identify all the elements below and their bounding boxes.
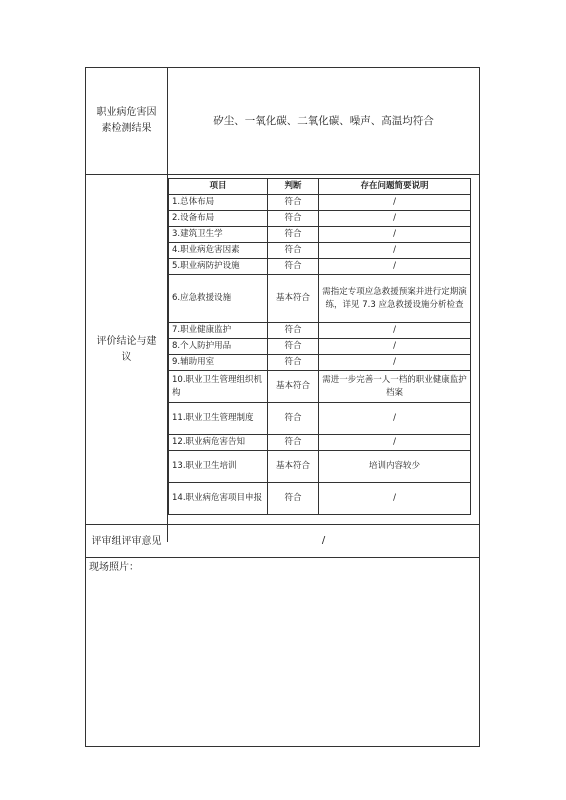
row-desc: / bbox=[319, 195, 471, 211]
review-label: 评审组评审意见 bbox=[91, 535, 162, 547]
row-judge: 符合 bbox=[268, 243, 319, 259]
row-judge: 基本符合 bbox=[268, 451, 319, 483]
table-row bbox=[169, 227, 471, 243]
assessment-form bbox=[85, 67, 480, 747]
table-row bbox=[169, 355, 471, 371]
row-desc: 需指定专项应急救援预案并进行定期演练，详见 7.3 应急救援设施分析检查 bbox=[319, 275, 471, 323]
row-divider-3 bbox=[86, 557, 479, 558]
row-judge: 基本符合 bbox=[268, 371, 319, 403]
row-desc: / bbox=[319, 339, 471, 355]
row-item: 1.总体布局 bbox=[169, 195, 268, 211]
row-item: 13.职业卫生培训 bbox=[169, 451, 268, 483]
row-judge: 基本符合 bbox=[268, 275, 319, 323]
row-desc: / bbox=[319, 403, 471, 435]
table-row bbox=[169, 211, 471, 227]
factors-result: 矽尘、一氧化碳、二氧化碳、噪声、高温均符合 bbox=[213, 115, 434, 127]
table-row bbox=[169, 339, 471, 355]
row-item: 14.职业病危害项目申报 bbox=[169, 483, 268, 515]
table-row bbox=[169, 371, 471, 403]
row-judge: 符合 bbox=[268, 195, 319, 211]
header-judge: 判断 bbox=[268, 179, 319, 195]
row-item: 9.辅助用室 bbox=[169, 355, 268, 371]
row-item: 3.建筑卫生学 bbox=[169, 227, 268, 243]
row-judge: 符合 bbox=[268, 227, 319, 243]
review-value: / bbox=[321, 535, 326, 546]
table-row bbox=[169, 323, 471, 339]
table-row bbox=[169, 195, 471, 211]
row-item: 10.职业卫生管理组织机构 bbox=[169, 371, 268, 403]
row-judge: 符合 bbox=[268, 355, 319, 371]
row-judge: 符合 bbox=[268, 483, 319, 515]
row-desc: / bbox=[319, 435, 471, 451]
row-desc: / bbox=[319, 259, 471, 275]
row-desc: 需进一步完善一人一档的职业健康监护档案 bbox=[319, 371, 471, 403]
row-item: 6.应急救援设施 bbox=[169, 275, 268, 323]
row-item: 7.职业健康监护 bbox=[169, 323, 268, 339]
table-row bbox=[169, 275, 471, 323]
photos-label: 现场照片： bbox=[89, 562, 139, 573]
table-row bbox=[169, 243, 471, 259]
row-judge: 符合 bbox=[268, 211, 319, 227]
row-desc: / bbox=[319, 227, 471, 243]
row-desc: 培训内容较少 bbox=[319, 451, 471, 483]
row-desc: / bbox=[319, 483, 471, 515]
header-desc: 存在问题简要说明 bbox=[319, 179, 471, 195]
table-row bbox=[169, 435, 471, 451]
row-desc: / bbox=[319, 211, 471, 227]
row-desc: / bbox=[319, 323, 471, 339]
row-judge: 符合 bbox=[268, 403, 319, 435]
row-item: 11.职业卫生管理制度 bbox=[169, 403, 268, 435]
row-judge: 符合 bbox=[268, 339, 319, 355]
table-row bbox=[169, 403, 471, 435]
row-judge: 符合 bbox=[268, 435, 319, 451]
row-item: 12.职业病危害告知 bbox=[169, 435, 268, 451]
row-item: 2.设备布局 bbox=[169, 211, 268, 227]
header-item: 项目 bbox=[169, 179, 268, 195]
table-row bbox=[169, 451, 471, 483]
table-header-row bbox=[169, 179, 471, 195]
evaluation-table bbox=[168, 178, 471, 515]
evaluation-label: 评价结论与建议 bbox=[96, 335, 157, 363]
row-desc: / bbox=[319, 243, 471, 259]
table-row bbox=[169, 259, 471, 275]
factors-label: 职业病危害因素检测结果 bbox=[96, 107, 157, 134]
row-item: 8.个人防护用品 bbox=[169, 339, 268, 355]
row-item: 5.职业病防护设施 bbox=[169, 259, 268, 275]
table-row bbox=[169, 483, 471, 515]
row-desc: / bbox=[319, 355, 471, 371]
row-judge: 符合 bbox=[268, 259, 319, 275]
row-judge: 符合 bbox=[268, 323, 319, 339]
row-item: 4.职业病危害因素 bbox=[169, 243, 268, 259]
